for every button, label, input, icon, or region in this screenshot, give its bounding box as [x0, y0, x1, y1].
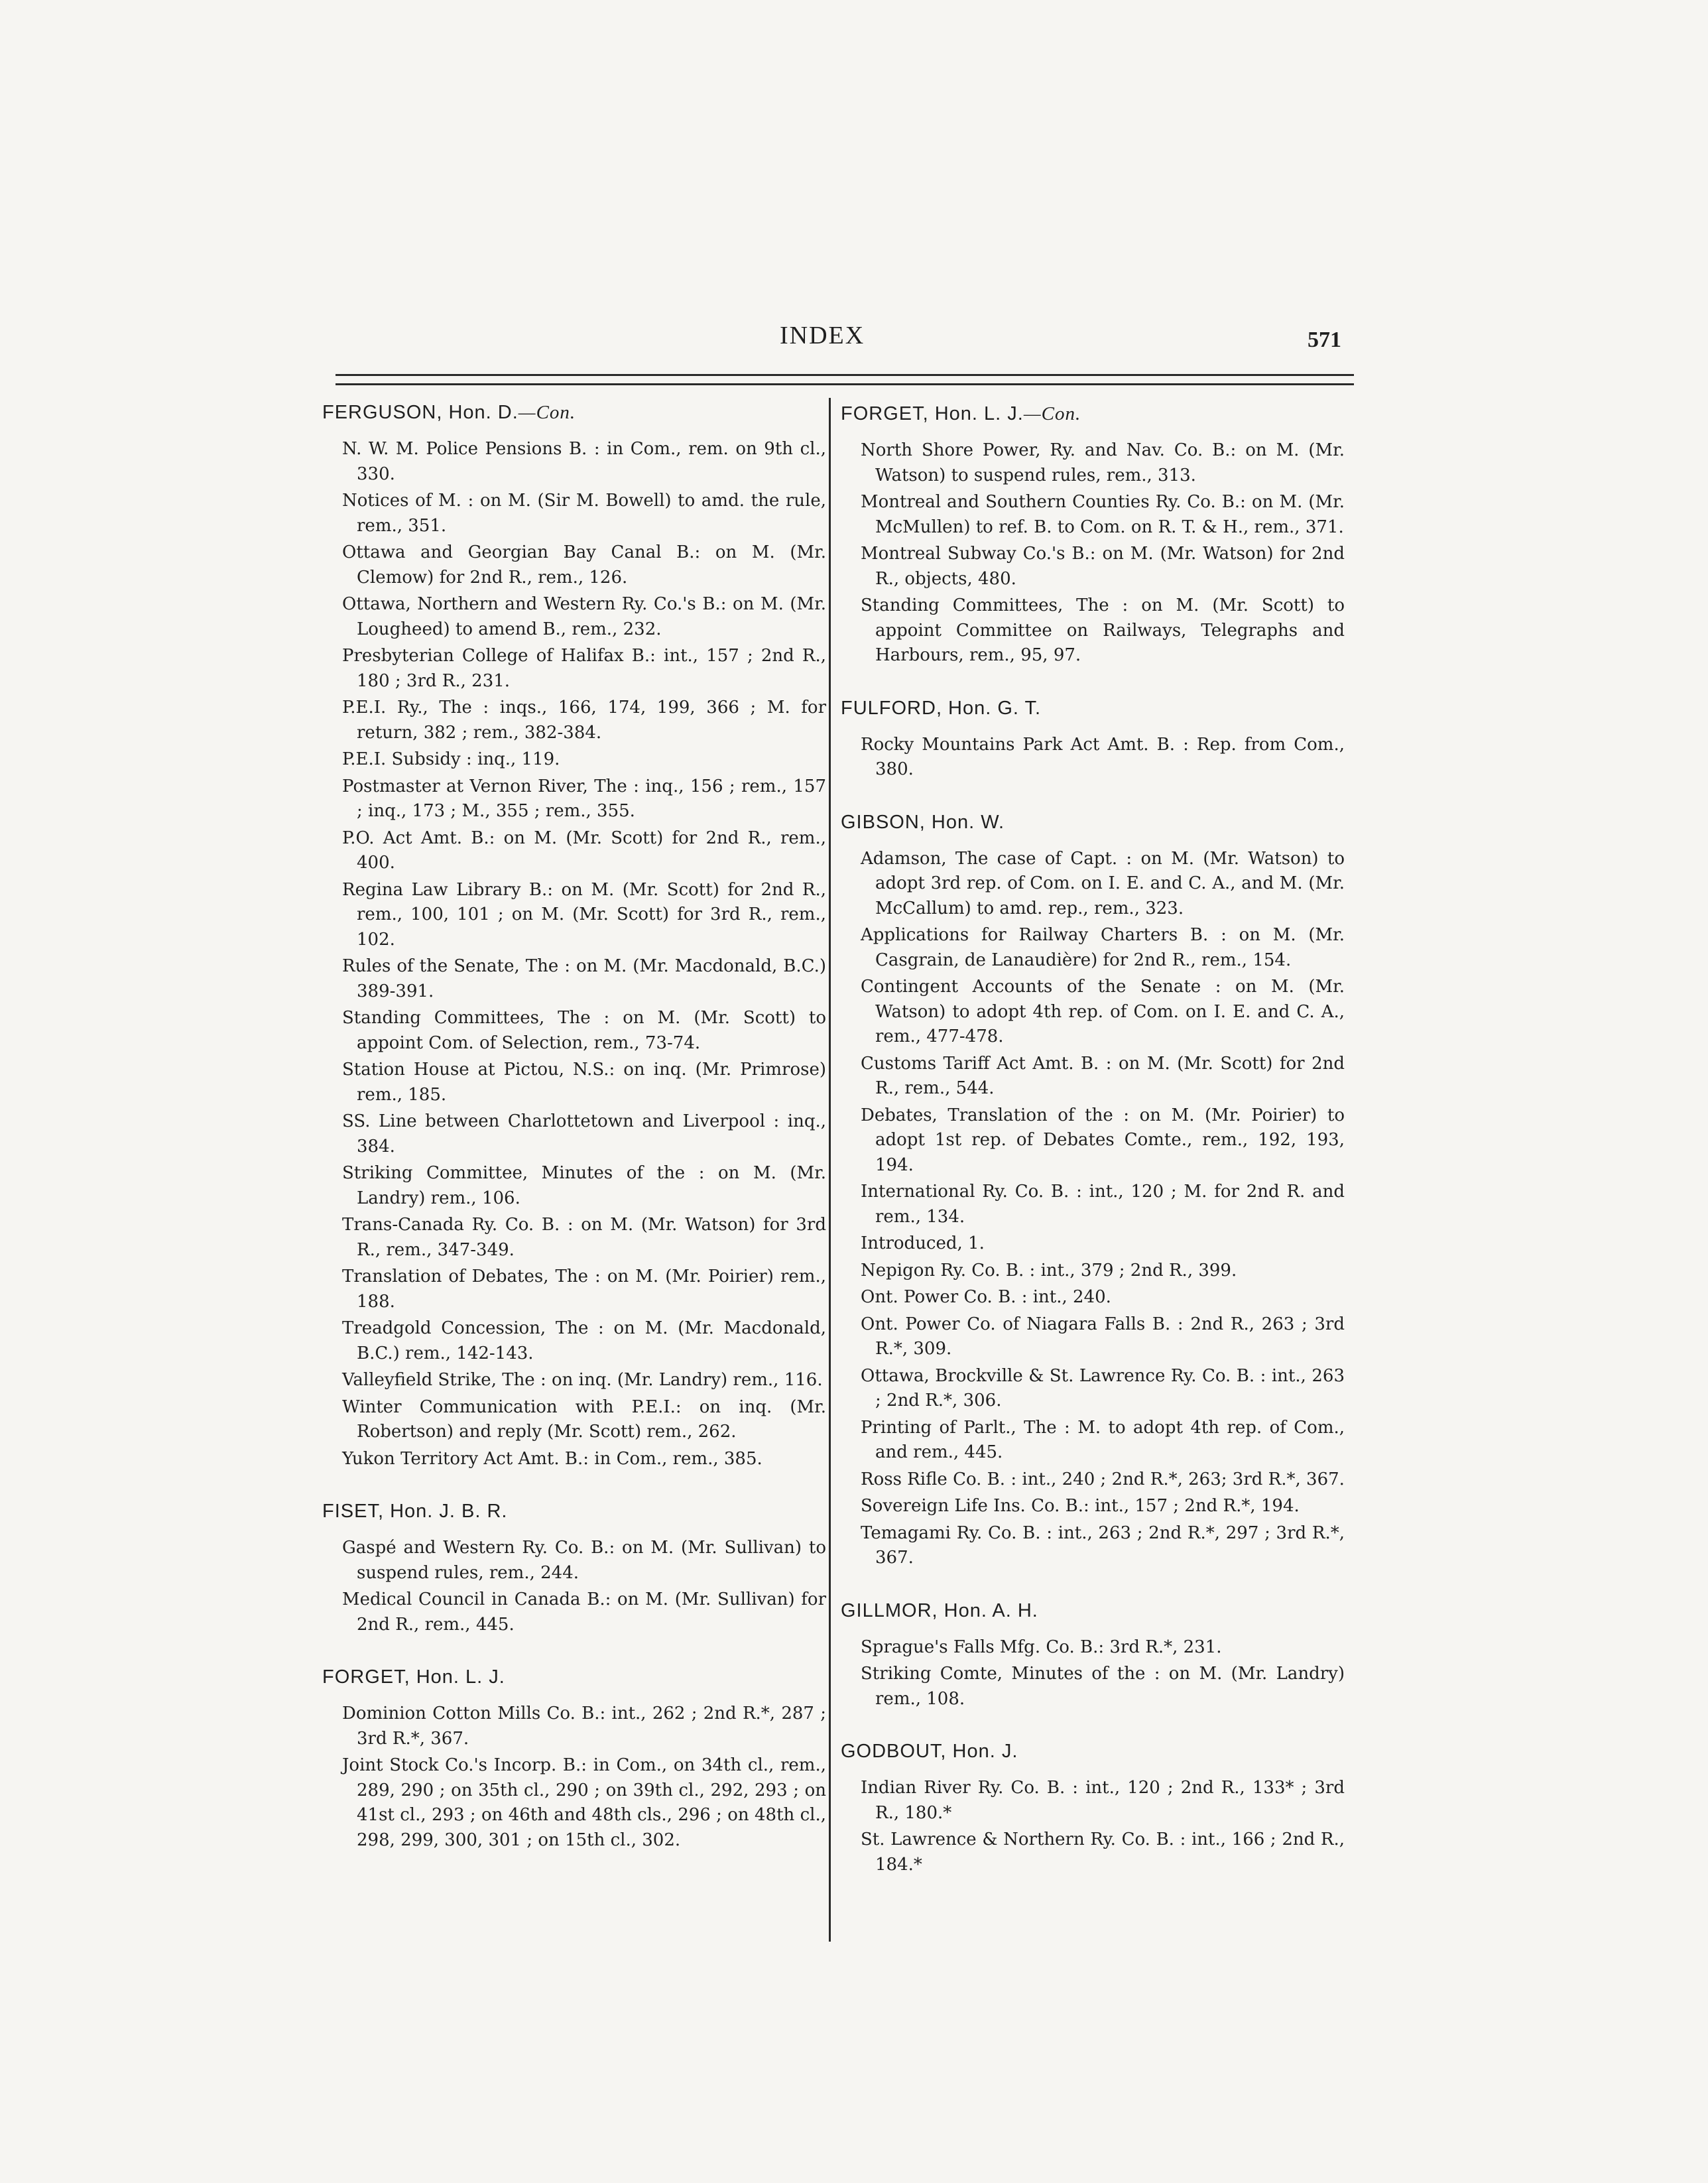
section-heading — [841, 1600, 1345, 1622]
index-entry: Temagami Ry. Co. B. : int., 263 ; 2nd R.*, 297 ; 3rd R.*, 367. — [861, 1523, 1345, 1568]
section-heading — [841, 403, 1345, 425]
index-section — [322, 1666, 826, 1853]
senator-name: FERGUSON, Hon. D. — [322, 402, 518, 423]
index-entry: Customs Tariff Act Amt. B. : on M. (Mr. Scott) for 2nd R., rem., 544. — [861, 1053, 1345, 1098]
index-entry: Introduced, 1. — [861, 1233, 985, 1253]
index-entry: Yukon Territory Act Amt. B.: in Com., rem., 385. — [342, 1448, 762, 1469]
section-heading — [841, 698, 1345, 719]
index-entry: Montreal and Southern Counties Ry. Co. B.: on M. (Mr. McMullen) to ref. B. to Com. on R. T. & H., rem., 371. — [861, 492, 1345, 537]
index-entry: Station House at Pictou, N.S.: on inq. (Mr. Primrose) rem., 185. — [342, 1060, 826, 1105]
header-rule-top — [336, 374, 1354, 376]
index-section — [322, 1501, 826, 1637]
index-entry: Nepigon Ry. Co. B. : int., 379 ; 2nd R., 399. — [861, 1260, 1237, 1280]
index-entry: Indian River Ry. Co. B. : int., 120 ; 2nd R., 133* ; 3rd R., 180.* — [861, 1778, 1345, 1823]
continued-marker: —Con. — [1023, 403, 1081, 424]
index-entry: Presbyterian College of Halifax B.: int., 157 ; 2nd R., 180 ; 3rd R., 231. — [342, 646, 826, 691]
index-entry: Debates, Translation of the : on M. (Mr. Poirier) to adopt 1st rep. of Debates Comte., rem., 192, 193, 194. — [861, 1105, 1345, 1175]
index-entry: Valleyfield Strike, The : on inq. (Mr. Landry) rem., 116. — [342, 1370, 823, 1390]
senator-name: FULFORD, Hon. G. T. — [841, 697, 1042, 719]
index-section — [322, 402, 826, 1471]
index-entry: Striking Comte, Minutes of the : on M. (Mr. Landry) rem., 108. — [861, 1664, 1345, 1709]
section-heading — [322, 1666, 826, 1688]
index-entry: Striking Committee, Minutes of the : on M. (Mr. Landry) rem., 106. — [342, 1163, 826, 1208]
section-heading — [841, 1741, 1345, 1763]
index-entry: Printing of Parlt., The : M. to adopt 4th rep. of Com., and rem., 445. — [861, 1417, 1345, 1462]
index-entry: Ont. Power Co. of Niagara Falls B. : 2nd R., 263 ; 3rd R.*, 309. — [861, 1314, 1345, 1359]
index-section — [841, 403, 1345, 668]
index-entry: St. Lawrence & Northern Ry. Co. B. : int., 166 ; 2nd R., 184.* — [861, 1830, 1345, 1875]
index-entry: Adamson, The case of Capt. : on M. (Mr. Watson) to adopt 3rd rep. of Com. on I. E. and C. A., and M. (Mr. McCallum) to amd. rep., rem., 323. — [861, 848, 1345, 918]
index-entry: Trans-Canada Ry. Co. B. : on M. (Mr. Watson) for 3rd R., rem., 347-349. — [342, 1215, 826, 1260]
index-entry: Regina Law Library B.: on M. (Mr. Scott) for 2nd R., rem., 100, 101 ; on M. (Mr. Scott) for 3rd R., rem., 102. — [342, 879, 826, 950]
index-entry: Dominion Cotton Mills Co. B.: int., 262 ; 2nd R.*, 287 ; 3rd R.*, 367. — [342, 1704, 826, 1749]
index-section — [841, 1600, 1345, 1712]
senator-name: FORGET, Hon. L. J. — [841, 403, 1024, 424]
index-entry: Montreal Subway Co.'s B.: on M. (Mr. Watson) for 2nd R., objects, 480. — [861, 544, 1345, 589]
index-entry: Ottawa, Brockville & St. Lawrence Ry. Co. B. : int., 263 ; 2nd R.*, 306. — [861, 1365, 1345, 1410]
senator-name: FISET, Hon. J. B. R. — [322, 1501, 508, 1522]
section-heading — [322, 402, 826, 424]
index-entry: Treadgold Concession, The : on M. (Mr. Macdonald, B.C.) rem., 142-143. — [342, 1318, 826, 1363]
header-rule-bottom — [336, 383, 1354, 385]
index-entry: Joint Stock Co.'s Incorp. B.: in Com., on 34th cl., rem., 289, 290 ; on 35th cl., 290 ; on 39th cl., 292, 293 ; on 41st cl., 293 ; on 46th and 48th cls., 296 ; on 48th cl., 298, 299, 300, 301 ; on 15th cl., 302. — [342, 1755, 826, 1850]
index-entry: Contingent Accounts of the Senate : on M. (Mr. Watson) to adopt 4th rep. of Com. on I. E. and C. A., rem., 477-478. — [861, 977, 1345, 1046]
index-entry: Translation of Debates, The : on M. (Mr. Poirier) rem., 188. — [342, 1267, 826, 1312]
index-entry: Postmaster at Vernon River, The : inq., 156 ; rem., 157 ; inq., 173 ; M., 355 ; rem., 355. — [342, 776, 826, 821]
index-entry: SS. Line between Charlottetown and Liverpool : inq., 384. — [342, 1111, 826, 1156]
index-section — [841, 1741, 1345, 1877]
continued-marker: —Con. — [518, 402, 576, 423]
index-entry: Ottawa, Northern and Western Ry. Co.'s B.: on M. (Mr. Lougheed) to amend B., rem., 232. — [342, 594, 826, 639]
index-entry: Sovereign Life Ins. Co. B.: int., 157 ; 2nd R.*, 194. — [861, 1496, 1300, 1516]
index-entry: Standing Committees, The : on M. (Mr. Scott) to appoint Committee on Railways, Telegraphs and Harbours, rem., 95, 97. — [861, 595, 1345, 665]
page-number: 571 — [1308, 328, 1341, 352]
right-column — [841, 403, 1345, 1906]
index-entry: Applications for Railway Charters B. : on M. (Mr. Casgrain, de Lanaudière) for 2nd R., rem., 154. — [861, 925, 1345, 970]
index-entry: Winter Communication with P.E.I.: on inq. (Mr. Robertson) and reply (Mr. Scott) rem., 262. — [342, 1397, 826, 1442]
index-entry: Ont. Power Co. B. : int., 240. — [861, 1287, 1111, 1307]
index-entry: North Shore Power, Ry. and Nav. Co. B.: on M. (Mr. Watson) to suspend rules, rem., 313. — [861, 440, 1345, 485]
index-entry: P.E.I. Subsidy : inq., 119. — [342, 749, 560, 769]
index-entry: N. W. M. Police Pensions B. : in Com., rem. on 9th cl., 330. — [342, 439, 826, 484]
index-entry: Standing Committees, The : on M. (Mr. Scott) to appoint Com. of Selection, rem., 73-74. — [342, 1008, 826, 1053]
index-entry: Rocky Mountains Park Act Amt. B. : Rep. from Com., 380. — [861, 734, 1345, 779]
index-entry: P.E.I. Ry., The : inqs., 166, 174, 199, 366 ; M. for return, 382 ; rem., 382-384. — [342, 698, 826, 743]
senator-name: GILLMOR, Hon. A. H. — [841, 1599, 1038, 1621]
page-title: INDEX — [780, 322, 865, 349]
index-section — [841, 698, 1345, 782]
index-entry: Gaspé and Western Ry. Co. B.: on M. (Mr. Sullivan) to suspend rules, rem., 244. — [342, 1538, 826, 1583]
index-entry: Ross Rifle Co. B. : int., 240 ; 2nd R.*, 263; 3rd R.*, 367. — [861, 1469, 1345, 1489]
senator-name: GIBSON, Hon. W. — [841, 811, 1005, 833]
left-column — [322, 402, 826, 1882]
index-section — [841, 812, 1345, 1571]
index-entry: Notices of M. : on M. (Sir M. Bowell) to amd. the rule, rem., 351. — [342, 491, 826, 536]
index-entry: Rules of the Senate, The : on M. (Mr. Macdonald, B.C.) 389-391. — [342, 956, 826, 1001]
index-entry: International Ry. Co. B. : int., 120 ; M. for 2nd R. and rem., 134. — [861, 1182, 1345, 1227]
senator-name: FORGET, Hon. L. J. — [322, 1666, 505, 1688]
column-divider — [829, 398, 831, 1942]
section-heading — [841, 812, 1345, 834]
index-entry: Ottawa and Georgian Bay Canal B.: on M. (Mr. Clemow) for 2nd R., rem., 126. — [342, 542, 826, 588]
index-entry: P.O. Act Amt. B.: on M. (Mr. Scott) for 2nd R., rem., 400. — [342, 828, 826, 873]
index-entry: Medical Council in Canada B.: on M. (Mr. Sullivan) for 2nd R., rem., 445. — [342, 1590, 826, 1635]
senator-name: GODBOUT, Hon. J. — [841, 1741, 1018, 1762]
section-heading — [322, 1501, 826, 1523]
index-entry: Sprague's Falls Mfg. Co. B.: 3rd R.*, 231. — [861, 1637, 1222, 1657]
